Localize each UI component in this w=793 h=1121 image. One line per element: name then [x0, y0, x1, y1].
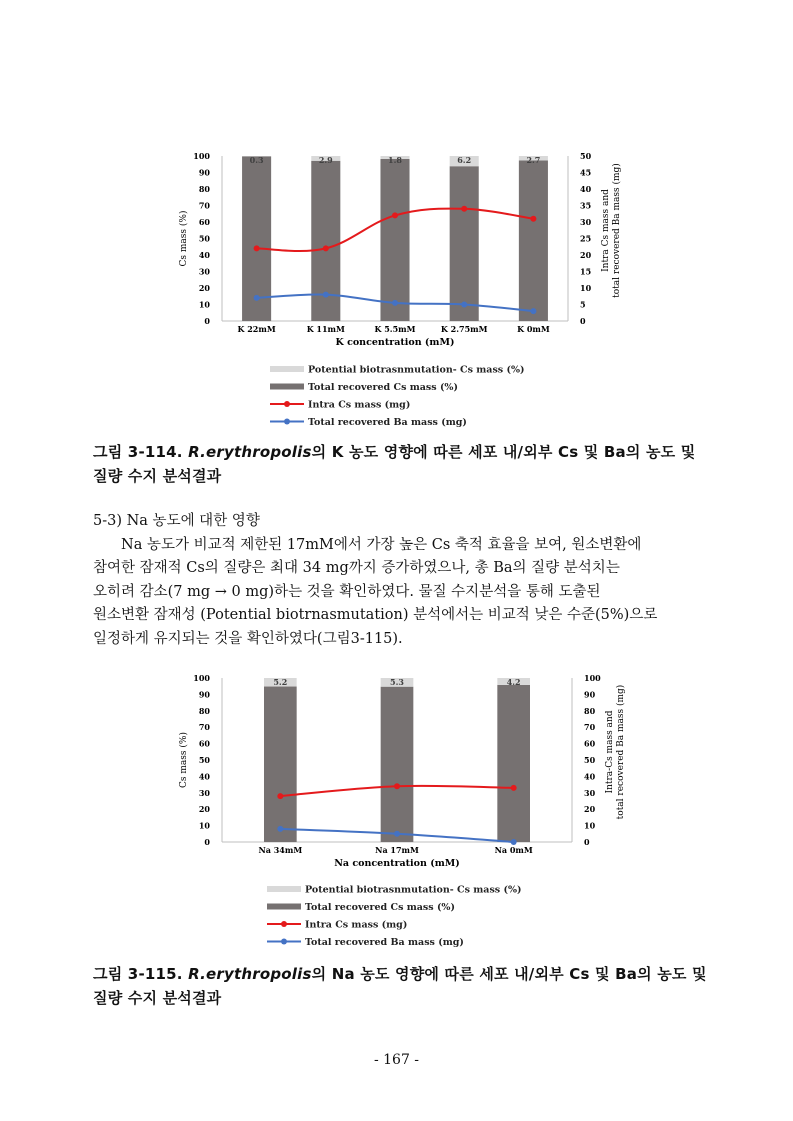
bar-data-label: 5.2	[273, 677, 288, 687]
legend-swatch-bar	[267, 886, 301, 892]
y2-tick-label: 15	[580, 266, 592, 277]
legend-entry: Total recovered Cs mass (%)	[305, 902, 455, 913]
series-point	[511, 839, 517, 845]
series-point	[511, 785, 517, 791]
y2-tick-label: 70	[584, 722, 596, 733]
caption-species: R.erythropolis	[188, 965, 312, 983]
y2-tick-label: 80	[584, 705, 596, 716]
series-point	[530, 216, 536, 222]
legend-entry: Total recovered Cs mass (%)	[308, 382, 458, 393]
y2-tick-label: 60	[584, 738, 596, 749]
y-tick-label: 70	[198, 200, 210, 211]
legend-swatch-point	[281, 921, 287, 927]
x-tick-label: K 22mM	[237, 324, 276, 334]
caption-text: 의 K 농도 영향에 따른 세포 내/외부 Cs 및 Ba의 농도 및	[311, 443, 696, 461]
series-point	[254, 295, 260, 301]
y-tick-label: 20	[198, 283, 210, 293]
caption-species: R.erythropolis	[188, 443, 312, 461]
y2-tick-label: 40	[584, 771, 596, 782]
legend-entry: Total recovered Ba mass (mg)	[308, 417, 467, 428]
bar-total-recovered-cs	[497, 685, 530, 842]
series-point	[254, 245, 260, 251]
series-point	[277, 826, 283, 832]
y-tick-label: 100	[193, 673, 210, 683]
paragraph-line: Na 농도가 비교적 제한된 17mM에서 가장 높은 Cs 축적 효율을 보여, 원소변환에	[121, 536, 642, 553]
legend-entry: Intra Cs mass (mg)	[308, 399, 411, 411]
y2-tick-label: 0	[584, 837, 590, 847]
x-axis-title: Na concentration (mM)	[334, 858, 460, 869]
y2-tick-label: 40	[580, 184, 592, 194]
bar-data-label: 1.8	[388, 155, 402, 165]
x-tick-label: K 0mM	[517, 324, 550, 334]
x-tick-label: Na 0mM	[494, 845, 533, 855]
y-tick-label: 40	[198, 771, 210, 782]
legend-swatch-bar	[267, 904, 301, 910]
y-tick-label: 100	[193, 151, 210, 161]
chart-k-concentration	[160, 140, 640, 430]
y-tick-label: 90	[198, 689, 210, 700]
section-body	[93, 510, 718, 651]
caption-label: 그림 3-115.	[93, 965, 183, 983]
figure-caption-3-115	[93, 962, 713, 1010]
legend-swatch-point	[284, 401, 290, 407]
y2-tick-label: 25	[580, 233, 592, 244]
figure-caption-3-114	[93, 440, 713, 488]
paragraph-line: 참여한 잠재적 Cs의 질량은 최대 34 mg까지 증가하였으나, 총 Ba의 질량 분석치는	[93, 560, 620, 576]
series-point	[394, 783, 400, 789]
bar-data-label: 6.2	[457, 155, 472, 165]
chart-na-concentration	[160, 666, 640, 956]
series-point	[392, 212, 398, 218]
y-tick-label: 20	[198, 804, 210, 815]
y2-tick-label: 10	[584, 820, 596, 831]
bar-data-label: 2.7	[526, 155, 541, 165]
bar-total-recovered-cs	[519, 160, 548, 321]
y2-tick-label: 35	[580, 200, 592, 211]
y-tick-label: 0	[204, 316, 210, 326]
y-tick-label: 70	[198, 722, 210, 733]
bar-total-recovered-cs	[380, 159, 409, 321]
series-point	[323, 292, 329, 298]
y-tick-label: 0	[204, 837, 210, 847]
page-number: - 167 -	[373, 1052, 420, 1068]
paragraph-line: 원소변환 잠재성 (Potential biotrnasmutation) 분석에서는 비교적 낮은 수준(5%)으로	[93, 607, 658, 623]
y-axis-title: Cs mass (%)	[179, 210, 189, 267]
x-tick-label: K 5.5mM	[374, 324, 416, 334]
y2-tick-label: 20	[580, 250, 592, 260]
series-point	[323, 245, 329, 251]
legend-swatch-point	[281, 939, 287, 945]
paragraph-line: 일정하게 유지되는 것을 확인하였다(그림3-115).	[93, 630, 403, 647]
y-axis-title: Cs mass (%)	[179, 732, 189, 788]
legend-entry: Total recovered Ba mass (mg)	[305, 937, 464, 948]
caption-text: 의 Na 농도 영향에 따른 세포 내/외부 Cs 및 Ba의 농도 및	[311, 965, 707, 983]
bar-data-label: 2.9	[318, 155, 333, 165]
y-tick-label: 10	[198, 820, 210, 831]
y2-axis-title-line1: Intra Cs mass and	[601, 189, 611, 272]
x-axis-title: K concentration (mM)	[335, 337, 455, 348]
y-tick-label: 40	[198, 250, 210, 260]
y2-tick-label: 0	[580, 316, 586, 326]
y-tick-label: 90	[198, 167, 210, 178]
y-tick-label: 10	[198, 299, 210, 310]
paragraph-line: 오히려 감소(7 mg → 0 mg)하는 것을 확인하였다. 물질 수지분석을 통해 도출된	[93, 583, 601, 600]
x-tick-label: K 11mM	[306, 324, 345, 334]
section-paragraph	[93, 534, 718, 652]
y2-axis-title-line2: total recovered Ba mass (mg)	[612, 163, 622, 298]
y2-tick-label: 5	[580, 299, 586, 310]
y2-tick-label: 30	[584, 787, 596, 798]
y2-tick-label: 100	[584, 673, 601, 683]
legend-entry: Potential biotrasnmutation- Cs mass (%)	[308, 364, 525, 376]
series-point	[461, 206, 467, 212]
y-tick-label: 60	[198, 738, 210, 749]
series-point	[277, 793, 283, 799]
bar-total-recovered-cs	[264, 687, 297, 842]
bar-total-recovered-cs	[450, 166, 479, 321]
caption-text-line2: 질량 수지 분석결과	[93, 467, 222, 485]
y2-tick-label: 50	[580, 151, 592, 161]
y-tick-label: 60	[198, 217, 210, 227]
legend-swatch-bar	[270, 384, 304, 390]
y2-tick-label: 45	[580, 167, 592, 178]
y-tick-label: 30	[198, 266, 210, 277]
y-tick-label: 30	[198, 787, 210, 798]
section-heading: 5-3) Na 농도에 대한 영향	[93, 513, 260, 529]
bar-data-label: 4.2	[506, 677, 521, 687]
y2-tick-label: 30	[580, 217, 592, 227]
series-point	[461, 302, 467, 308]
y2-tick-label: 10	[580, 283, 592, 293]
y-tick-label: 80	[198, 705, 210, 716]
y-tick-label: 50	[198, 233, 210, 244]
bar-data-label: 0.3	[249, 155, 264, 165]
legend-swatch-point	[284, 419, 290, 425]
legend-entry: Potential biotrasnmutation- Cs mass (%)	[305, 884, 522, 896]
bar-total-recovered-cs	[381, 687, 414, 842]
y-tick-label: 50	[198, 755, 210, 765]
y2-axis-title-line1: Intra-Cs mass and	[605, 710, 615, 794]
y2-tick-label: 90	[584, 689, 596, 700]
x-tick-label: Na 34mM	[258, 845, 303, 855]
series-point	[392, 300, 398, 306]
series-point	[394, 831, 400, 837]
x-tick-label: K 2.75mM	[440, 324, 488, 334]
series-point	[530, 308, 536, 314]
y2-tick-label: 50	[584, 755, 596, 765]
y2-axis-title-line2: total recovered Ba mass (mg)	[616, 684, 626, 820]
x-tick-label: Na 17mM	[375, 845, 419, 855]
y2-tick-label: 20	[584, 804, 596, 815]
legend-entry: Intra Cs mass (mg)	[305, 919, 408, 931]
bar-data-label: 5.3	[390, 677, 404, 687]
caption-text-line2: 질량 수지 분석결과	[93, 989, 222, 1007]
caption-label: 그림 3-114.	[93, 443, 183, 461]
legend-swatch-bar	[270, 366, 304, 372]
y-tick-label: 80	[198, 184, 210, 194]
